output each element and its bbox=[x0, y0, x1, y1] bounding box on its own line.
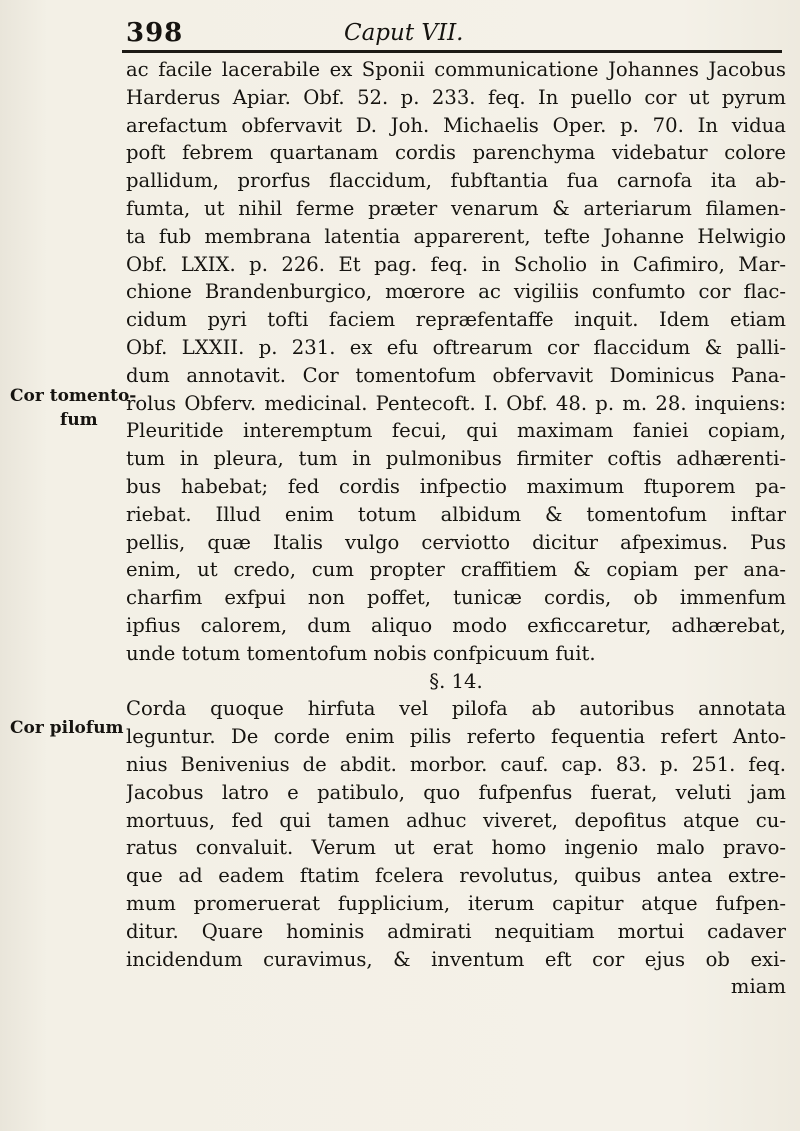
text-line: unde totum tomentofum nobis confpicuum fuit. bbox=[126, 641, 596, 665]
header-rule bbox=[122, 50, 782, 53]
text-line: nius Benivenius de abdit. morbor. cauf. cap. 83. p. 251. feq. bbox=[126, 752, 786, 776]
text-line: incidendum curavimus, & inventum eft cor ejus ob exi- bbox=[126, 947, 786, 971]
text-line: ipfius calorem, dum aliquo modo exficcaretur, adhærebat, bbox=[126, 613, 786, 637]
text-line: pallidum, prorfus flaccidum, fubftantia fua carnofa ita ab- bbox=[126, 169, 786, 193]
body-text bbox=[126, 56, 786, 1001]
text-line: enim, ut credo, cum propter craffitiem & copiam per ana- bbox=[126, 558, 786, 582]
margin-note-line: Cor tomento- bbox=[10, 386, 137, 406]
text-line: Obf. LXIX. p. 226. Et pag. feq. in Scholio in Cafimiro, Mar- bbox=[126, 252, 786, 276]
text-line: ratus convaluit. Verum ut erat homo ingenio malo pravo- bbox=[126, 836, 786, 860]
text-line: bus habebat; fed cordis infpectio maximum ftuporem pa- bbox=[126, 474, 786, 498]
running-head: Caput VII. bbox=[344, 20, 464, 46]
text-line: ac facile lacerabile ex Sponii communicatione Johannes Jacobus bbox=[126, 58, 786, 81]
text-line: que ad eadem ftatim fcelera revolutus, quibus antea extre- bbox=[126, 864, 786, 888]
margin-note-cor-pilosum bbox=[10, 716, 124, 740]
text-line: charfim exfpui non poffet, tunicæ cordis, ob immenfum bbox=[126, 586, 786, 610]
text-line: mortuus, fed qui tamen adhuc viveret, depofitus atque cu- bbox=[126, 808, 786, 832]
text-line: poft febrem quartanam cordis parenchyma videbatur colore bbox=[126, 141, 786, 165]
text-line: Harderus Apiar. Obf. 52. p. 233. feq. In puello cor ut pyrum bbox=[126, 85, 786, 109]
text-line: dum annotavit. Cor tomentofum obfervavit Dominicus Pana- bbox=[126, 363, 786, 387]
text-line: ta fub membrana latentia apparerent, tefte Johanne Helwigio bbox=[126, 224, 786, 248]
text-line: mum promeruerat fupplicium, iterum capitur atque fufpen- bbox=[126, 891, 786, 915]
text-line: riebat. Illud enim totum albidum & tomentofum inftar bbox=[126, 502, 786, 526]
text-line: cidum pyri tofti faciem repræfentaffe inquit. Idem etiam bbox=[126, 308, 786, 332]
text-line: Corda quoque hirfuta vel pilofa ab autoribus annotata bbox=[126, 697, 786, 721]
margin-note-cor-tomentosum bbox=[10, 384, 137, 432]
text-line: leguntur. De corde enim pilis referto fequentia refert Anto- bbox=[126, 725, 786, 749]
section-number: §. 14. bbox=[429, 669, 483, 693]
text-line: rolus Obferv. medicinal. Pentecoft. I. Obf. 48. p. m. 28. inquiens: bbox=[126, 391, 786, 415]
text-line: arefactum obfervavit D. Joh. Michaelis Oper. p. 70. In vidua bbox=[126, 113, 786, 137]
margin-note-line: fum bbox=[60, 410, 98, 430]
margin-note-line: Cor pilofum bbox=[10, 718, 124, 738]
catchword: miam bbox=[730, 975, 786, 999]
text-line: chione Brandenburgico, mœrore ac vigiliis confumto cor flac- bbox=[126, 280, 786, 304]
text-line: pellis, quæ Italis vulgo cerviotto dicitur afpeximus. Pus bbox=[126, 530, 786, 554]
text-line: fumta, ut nihil ferme præter venarum & arteriarum filamen- bbox=[126, 196, 786, 220]
text-line: ditur. Quare hominis admirati nequitiam mortui cadaver bbox=[126, 919, 786, 943]
text-line: Pleuritide interemptum fecui, qui maximam faniei copiam, bbox=[126, 419, 786, 443]
text-line: tum in pleura, tum in pulmonibus firmiter coftis adhærenti- bbox=[126, 447, 786, 471]
text-line: Obf. LXXII. p. 231. ex efu oftrearum cor flaccidum & palli- bbox=[126, 335, 786, 359]
text-line: Jacobus latro e patibulo, quo fufpenfus fuerat, veluti jam bbox=[126, 780, 786, 804]
page-number: 398 bbox=[126, 18, 184, 48]
page-header bbox=[122, 18, 782, 56]
